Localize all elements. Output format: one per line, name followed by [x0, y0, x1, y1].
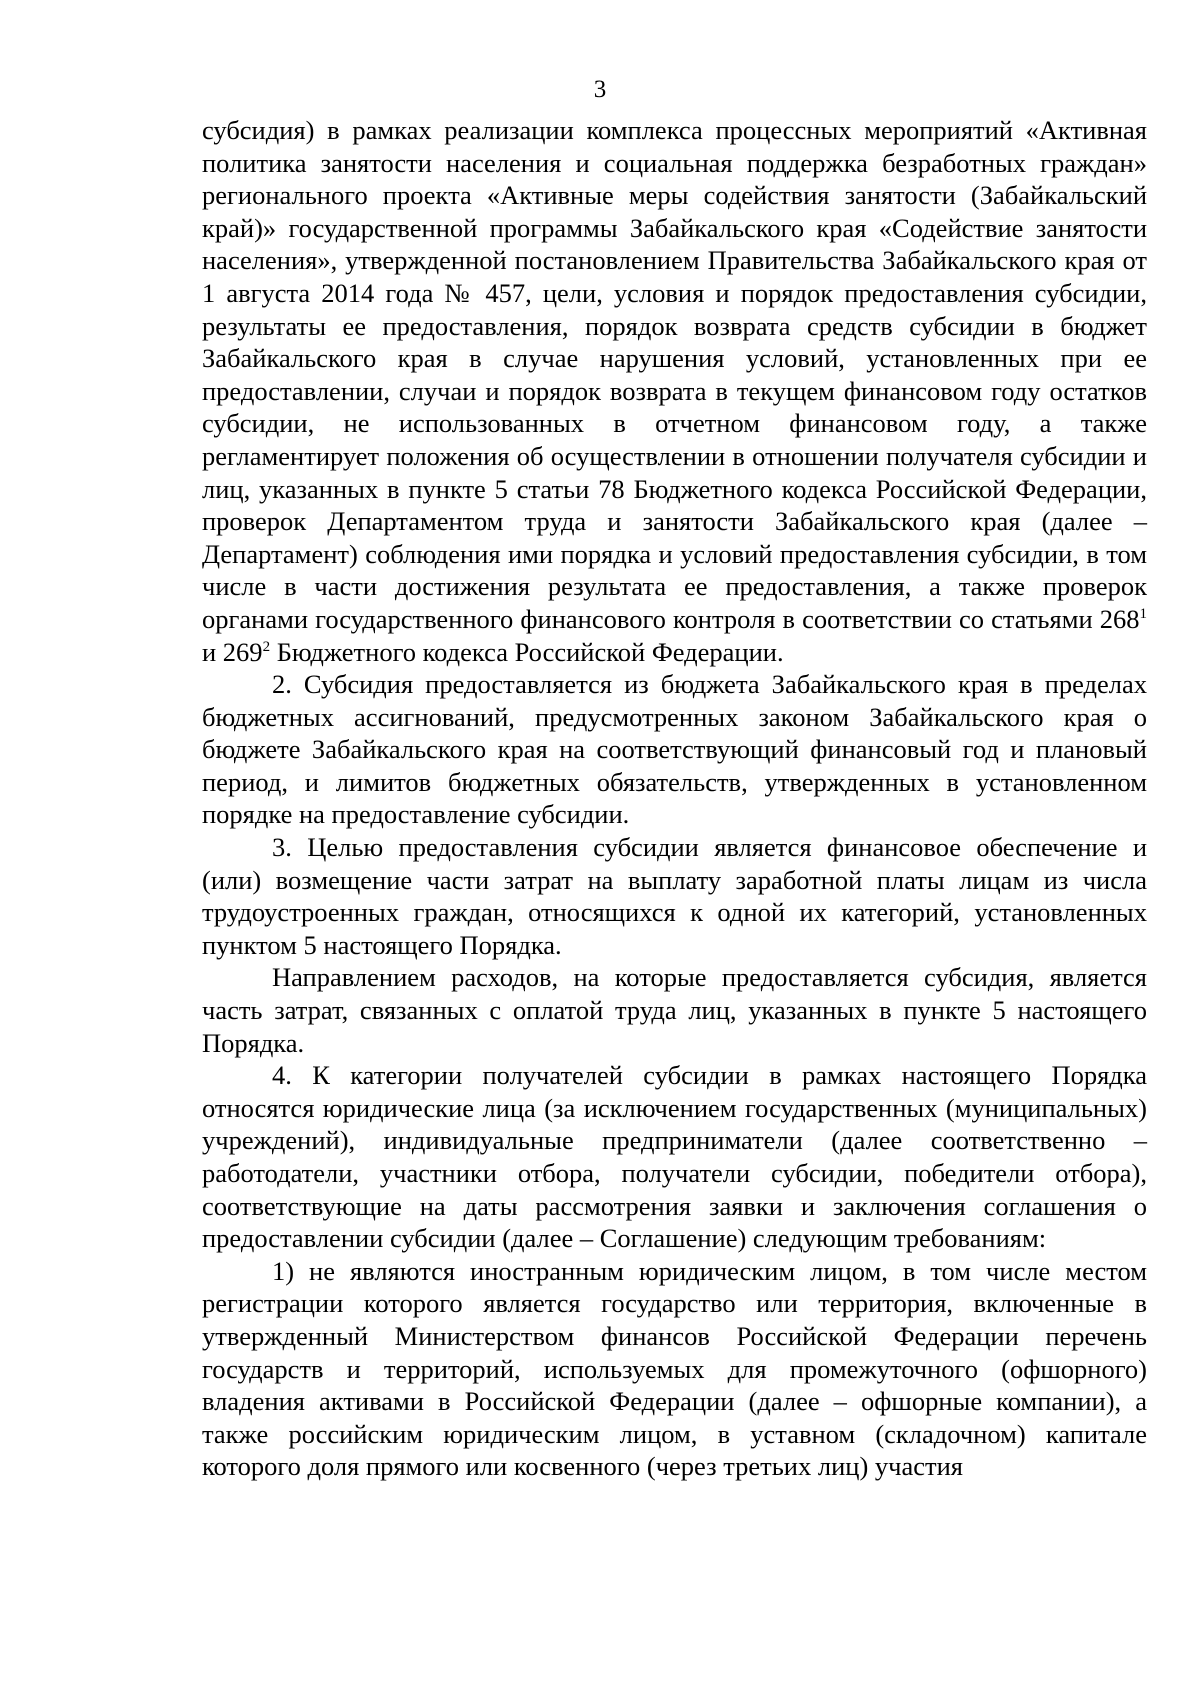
paragraph-text: 1) не являются иностранным юридическим лицом, в том числе местом регистрации которого является государство или территория, включенные в утвержденный Министерством финансов Российской Федерации перечень государств и территорий, используемых для промежуточного (офшорного) владения активами в Российской Федерации (далее – офшорные компании), а также российским юридическим лицом, в уставном (складочном) капитале которого доля прямого или косвенного (через третьих лиц) участия	[202, 1255, 1147, 1482]
paragraph-text: 3. Целью предоставления субсидии является финансовое обеспечение и (или) возмещение части затрат на выплату заработной платы лицам из числа трудоустроенных граждан, относящихся к одной их категорий, установленных пунктом 5 настоящего Порядка.	[202, 832, 1147, 960]
page-number: 3	[593, 76, 607, 103]
paragraph-text: и 269	[202, 636, 263, 667]
document-body	[202, 114, 1147, 1483]
paragraph-text: 4. К категории получателей субсидии в рамках настоящего Порядка относятся юридические лица (за исключением государственных (муниципальных) учреждений), индивидуальные предприниматели (далее соответственно – работодатели, участники отбора, получатели субсидии, победители отбора), соответствующие на даты рассмотрения заявки и заключения соглашения о предоставлении субсидии (далее – Соглашение) следующим требованиям:	[202, 1060, 1147, 1254]
paragraph	[202, 831, 1147, 961]
paragraph	[202, 668, 1147, 831]
paragraph	[202, 114, 1147, 668]
paragraph-text: 2. Субсидия предоставляется из бюджета Забайкальского края в пределах бюджетных ассигнований, предусмотренных законом Забайкальского края о бюджете Забайкальского края на соответствующий финансовый год и плановый период, и лимитов бюджетных обязательств, утвержденных в установленном порядке на предоставление субсидии.	[202, 669, 1147, 830]
superscript: 1	[1139, 605, 1147, 622]
paragraph	[202, 1059, 1147, 1255]
paragraph	[202, 961, 1147, 1059]
paragraph	[202, 1255, 1147, 1483]
paragraph-text: Направлением расходов, на которые предоставляется субсидия, является часть затрат, связанных с оплатой труда лиц, указанных в пункте 5 настоящего Порядка.	[202, 962, 1147, 1058]
paragraph-text: Бюджетного кодекса Российской Федерации.	[270, 636, 784, 667]
paragraph-text: субсидия) в рамках реализации комплекса процессных мероприятий «Активная политика занятости населения и социальная поддержка безработных граждан» регионального проекта «Активные меры содействия занятости (Забайкальский край)» государственной программы Забайкальского края «Содействие занятости населения», утвержденной постановлением Правительства Забайкальского края от 1 августа 2014 года № 457, цели, условия и порядок предоставления субсидии, результаты ее предоставления, порядок возврата средств субсидии в бюджет Забайкальского края в случае нарушения условий, установленных при ее предоставлении, случаи и порядок возврата в текущем финансовом году остатков субсидии, не использованных в отчетном финансовом году, а также регламентирует положения об осуществлении в отношении получателя субсидии и лиц, указанных в пункте 5 статьи 78 Бюджетного кодекса Российской Федерации, проверок Департаментом труда и занятости Забайкальского края (далее – Департамент) соблюдения ими порядка и условий предоставления субсидии, в том числе в части достижения результата ее предоставления, а также проверок органами государственного финансового контроля в соответствии со статьями 268	[202, 115, 1147, 634]
superscript: 2	[262, 638, 271, 655]
